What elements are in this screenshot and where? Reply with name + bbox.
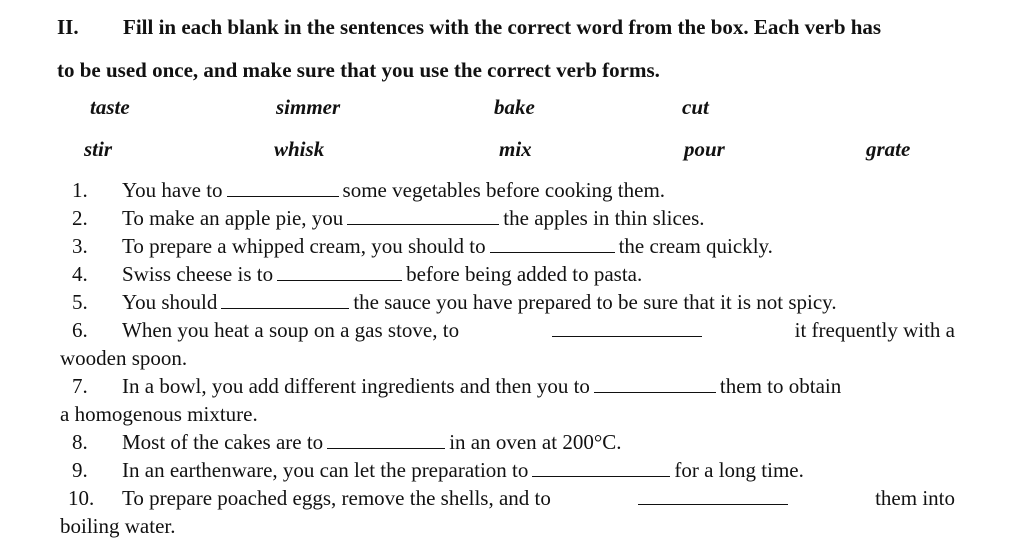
sentence-text-after: the apples in thin slices. — [503, 206, 705, 230]
exercise-number: II. — [57, 15, 79, 39]
answer-blank[interactable] — [552, 335, 702, 337]
sentence-text-before: When you heat a soup on a gas stove, to — [122, 318, 460, 342]
instruction-line-1 — [57, 6, 1015, 49]
sentence-number: 9. — [72, 458, 88, 482]
sentence-text-before: In a bowl, you add different ingredients and then you to — [122, 374, 590, 398]
instruction-text: Fill in each blank in the sentences with the correct word from the box. Each verb has — [123, 15, 882, 39]
word-simmer: simmer — [276, 95, 341, 119]
answer-blank[interactable] — [490, 251, 615, 253]
sentence-7 — [60, 372, 955, 400]
word-mix: mix — [499, 137, 532, 161]
word-stir: stir — [84, 137, 113, 161]
instruction-line-2: to be used once, and make sure that you use the correct verb forms. — [57, 58, 660, 82]
sentence-10-first-part — [60, 484, 551, 512]
sentence-text-before: To make an apple pie, you — [122, 206, 344, 230]
sentence-text-after: it frequently with a — [794, 318, 955, 342]
sentence-text-after: them to obtain — [719, 374, 842, 398]
answer-blank[interactable] — [327, 447, 445, 449]
answer-blank[interactable] — [638, 503, 788, 505]
sentence-6 — [60, 316, 955, 344]
word-bake: bake — [494, 95, 535, 119]
sentence-text-before: You have to — [122, 178, 223, 202]
sentence-number: 10. — [68, 486, 95, 510]
word-grate: grate — [866, 137, 911, 161]
sentence-number: 8. — [72, 430, 88, 454]
answer-blank[interactable] — [277, 279, 402, 281]
answer-blank[interactable] — [347, 223, 499, 225]
sentence-text-before: In an earthenware, you can let the preparation to — [122, 458, 529, 482]
sentence-number: 4. — [72, 262, 88, 286]
sentence-8 — [60, 428, 955, 456]
sentence-text-before: To prepare poached eggs, remove the shells, and to — [122, 486, 551, 510]
sentence-text-after: them into — [875, 486, 955, 510]
sentence-text-before: Most of the cakes are to — [122, 430, 324, 454]
answer-blank[interactable] — [227, 195, 339, 197]
sentence-6-continuation: wooden spoon. — [60, 346, 188, 370]
sentence-number: 2. — [72, 206, 88, 230]
sentence-4 — [60, 260, 955, 288]
word-whisk: whisk — [274, 137, 325, 161]
sentence-number: 5. — [72, 290, 88, 314]
sentence-3 — [60, 232, 955, 260]
sentence-number: 6. — [72, 318, 88, 342]
sentence-text-before: Swiss cheese is to — [122, 262, 274, 286]
sentence-text-after: before being added to pasta. — [406, 262, 643, 286]
exercise-instructions — [57, 6, 1015, 92]
sentence-1 — [60, 176, 955, 204]
sentence-number: 1. — [72, 178, 88, 202]
sentence-9 — [60, 456, 955, 484]
sentence-text-after: the sauce you have prepared to be sure that it is not spicy. — [353, 290, 837, 314]
word-pour: pour — [684, 137, 725, 161]
answer-blank[interactable] — [221, 307, 349, 309]
sentence-list — [60, 176, 955, 540]
sentence-6-first-part — [60, 316, 459, 344]
sentence-number: 3. — [72, 234, 88, 258]
sentence-10-continuation: boiling water. — [60, 514, 176, 538]
sentence-2 — [60, 204, 955, 232]
sentence-text-after: the cream quickly. — [618, 234, 773, 258]
sentence-text-after: some vegetables before cooking them. — [342, 178, 666, 202]
answer-blank[interactable] — [594, 391, 716, 393]
word-taste: taste — [90, 95, 130, 119]
sentence-5 — [60, 288, 955, 316]
sentence-text-after: in an oven at 200°C. — [449, 430, 622, 454]
sentence-7-continuation: a homogenous mixture. — [60, 402, 258, 426]
sentence-text-before: To prepare a whipped cream, you should to — [122, 234, 486, 258]
sentence-number: 7. — [72, 374, 88, 398]
sentence-text-after: for a long time. — [674, 458, 804, 482]
answer-blank[interactable] — [532, 475, 670, 477]
sentence-text-before: You should — [122, 290, 218, 314]
sentence-10 — [60, 484, 955, 512]
word-cut: cut — [682, 95, 709, 119]
